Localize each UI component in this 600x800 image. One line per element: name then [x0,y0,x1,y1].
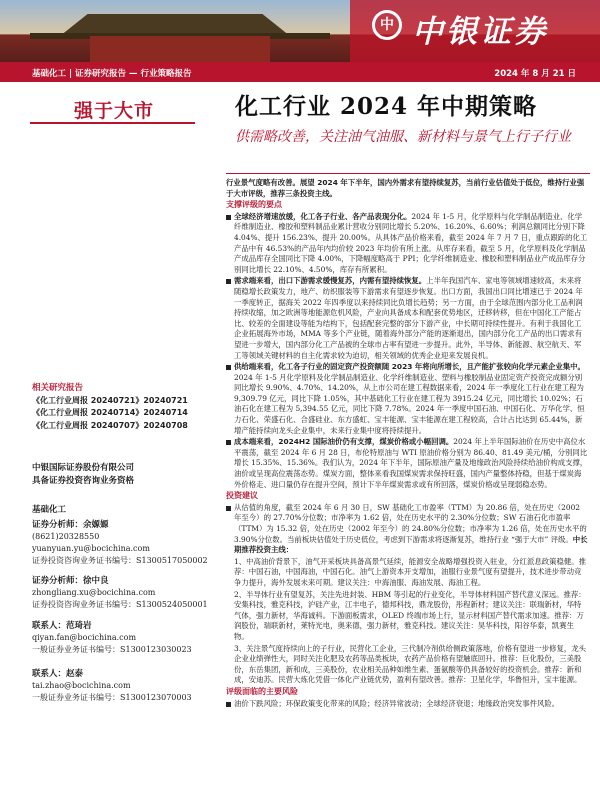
invest-intro: 从估值的角度，截至 2024 年 6 月 30 日，SW 基础化工市盈率（TTM）为 20.86 倍，处在历史（2002 年至今）的 27.70%分位数；市净率为 1.62 倍，处在历史水平的 2.30%分位数；SW 石油石化市盈率（TTM）为 15.32 倍，处在历史（2002 年至今）的 24.80%分位数；市净率为 1.26 倍，处在历史水平的 3.90%分位数。当前板块估值处于历史低位，考虑到下游需求将逐渐复苏，维持行业 “强于大市” 评级。中长期推荐投资主线： [226,503,588,556]
point-item: 需求端来看，出口下游需求缓慢复苏，内需有望持续恢复。上半年我国汽车、家电等领域增速较高，未来将随稳增长政策发力，地产、纺织服装等下游需求有望逐步恢复。出口方面，我国出口同比增速已于 2024 年一季度转正，据海关 2022 年四季度以来持续同比负增长趋势；另一方面，由于全球范围内部分化工品利润持续收缩，加之欧洲等地能源危机风险，产业向具备成本和配套优势地区，迁移转移，但在中国化工产能占比、较差的全面建设等能为结构下，包括配套完整的部分下游产业，中长期可持续性提升。有利于我国化工企业拓展海外市场，MMA 等多个产业链，随着海外部分产能的逐渐退出，国内部分化工产品的出口需求有望进一步增大，国内部分化工产品被的全球市占率有望进一步提升。此外，半导体、新能源、航空航天、军工等领域关键材料的自主化需求较为迫切，相关领域的优秀企业迎来发展良机。 [226,276,588,361]
company-name: 中银国际证券股份有限公司 [32,463,135,473]
company-qualification: 具备证券投资咨询业务资格 [32,476,135,486]
related-report-link[interactable]: 《化工行业周报 20240714》20240714 [32,408,188,417]
analyst-card [32,668,210,704]
company-info [32,462,204,488]
page-subtitle: 供需略改善，关注油气油服、新材料与景气上行子行业 [235,129,571,145]
brand-name: 中银证券 [412,14,548,50]
invest-item: 1、中高油价背景下，油气开采板块具备高景气延续，能源安全战略增强投资入驻业，分红派息政策稳健。推荐：中国石油，中国海油，中国石化。油气上游资本开支增加，油服行业景气度有望提升，技术进步带动竞争力提升，海外发展未来可期。建议关注：中海油服、海油发展、海油工程。 [234,556,587,587]
related-heading: 相关研究报告 [32,383,84,393]
analyst-card [32,575,210,611]
point-item: 供给端来看，化工各子行业的固定资产投资额随 2023 年将向所增长，且产能扩张较向化学元素企业集中。2024 年 1-5 月化学原料及化学制品制造业、化学纤维制造业、塑料与橡胶制品业固定资产投资完成额分别同比增长 9.90%、4.70%、14.20%，从上市公司在建工程数据来看，2024 年一季度化工行业在建工程为 9,309.79 亿元，同比下降 1.05%，其中基础化工行业在建工程为 3915.24 亿元，同比增长 10.02%；石油石化在建工程为 5,394.55 亿元，同比下降 7.78%。2024 年一季度中国石油、中国石化、万华化学、恒力石化、荣盛石化、合盛硅业、东方盛虹、宝丰能源、宝丰能源在建工程较高，合计占比达到 65.44%，新增产能持续向龙头企业集中，未来行业集中度将持续提升。 [226,362,588,436]
analyst-name: 联系人：范琦岩 [32,621,92,631]
risk-item: 油价下跌风险；环保政策变化带来的风险；经济异常波动；全球经济衰退；地缘政治突发事件风险。 [226,699,588,710]
related-report-link[interactable]: 《化工行业周报 20240721》20240721 [32,395,188,405]
analyst-email[interactable]: yuanyuan.yu@bocichina.com [32,544,150,553]
analyst-email[interactable]: zhongliang.xu@bocichina.com [32,588,156,597]
analyst-license: 一般证券业务证书编号：S1300123070003 [32,693,192,702]
analyst-name: 证券分析师：徐中良 [32,576,109,586]
main-body [226,178,588,710]
section-heading-risk: 评级面临的主要风险 [226,686,298,696]
brand-block [350,0,600,62]
divider [226,173,590,174]
analyst-license: 证券投资咨询业务证书编号：S1300517050002 [32,556,208,565]
analyst-license: 一般证券业务证书编号：S1300123030023 [32,645,192,654]
invest-item: 3、关注景气度持续向上的子行业，民营化工企业，三代制冷剂供给侧政策落地，价格有望进一步修复，龙头企业业绩弹性大，同时关注化肥及农药等品类板块，农药产品价格有望触底回升。推荐：巨化股份，三美股份，东岳集团，新和成，三美股份，农业相关品种如维生素、蛋氨酸等仍具备较好的投资机会。推荐：新和成，安迪苏。民营大炼化凭借一体化产业链优势，盈利有望改善。推荐：卫星化学，华鲁恒升，宝丰能源。 [234,643,587,685]
invest-item: 2、半导体行业有望复苏，关注先进封装、HBM 等引起的行业变化，半导体材料国产替代意义深远。推荐：安集科技，雅克科技，沪硅产业，江丰电子，德邦科技，鼎龙股份，彤程新材；建议关注：联瑞新材，华特气体，强力新材，华海诚科。下游面板需求，OLED 终端市场上行，显示材料国产替代需求加速。推荐：万润股份，瑞联新材，莱特光电，奥来德，强力新材，雅克科技。建议关注：昊华科技，阳谷华泰，凯赛生物。 [234,589,586,641]
analyst-email[interactable]: tai.zhao@bocichina.com [32,681,131,690]
analyst-card [32,620,210,656]
analyst-card [32,519,210,567]
point-item: 全球经济增速放缓，化工各子行业、各产品表现分化。2024 年 1-5 月，化学原料与化学制品制造业、化学纤维制造业、橡胶和塑料制品业累计营收分别同比增长 5.20%、16.20%、6.60%；利润总额同比分别下降 4.04%、提升 156.23%、提升 20.00%。从具体产品价格来看，截至 2024 年 7 月 7 日，重点跟踪的化工产品中有 46.53%的产品年内均价较 2023 年均价有所上涨。从库存来看，截至 5 月，化学原料及化学制品产成品库存全国同比下降 4.00%，下降幅度略高于 PPI；化学纤维制造业、橡胶和塑料制品业产成品库存分别同比增长 22.10%、4.50%，库存有所累积。 [226,212,588,276]
report-type-bar [0,62,600,82]
analyst-email[interactable]: qiyan.fan@bocichina.com [32,633,137,642]
section-heading-points: 支撑评级的要点 [226,200,282,210]
analyst-phone: (8621)20328550 [32,532,100,541]
rating-label: 强于大市 [74,100,155,122]
report-date: 2024 年 8 月 21 日 [494,69,576,79]
related-reports [32,382,202,432]
header-banner [0,0,600,62]
point-item: 成本端来看，2024H2 国际油价仍有支撑，煤炭价格或小幅回调。2024 年上半年国际油价在历史中高位水平震荡，截至 2024 年 6 月 28 日，布伦特原油与 WTI 原油价格分别为 86.40、81.49 美元/桶，分别同比增长 15.35%、15.36%。我们认为，2024 年下半年，国际原油产量及地缘政治风险持续给油价构成支撑，油价或呈现高位震荡态势。煤炭方面，整体来看我国煤炭需求保持旺盛，国内产量整体持稳，但基于煤炭海外价格走、进口量仍存在提升空间，预计下半年煤炭需求或有所回落，煤炭价格或呈现弱稳态势。 [226,437,588,490]
sector-label: 基础化工 [32,505,67,515]
analyst-name: 证券分析师：余嫄嫄 [32,520,109,530]
section-heading-invest: 投资建议 [226,491,258,501]
analyst-license: 证券投资咨询业务证书编号：S1300524050001 [32,600,208,609]
report-category: 基础化工 | 证券研究报告 — 行业策略报告 [32,69,192,79]
analyst-name: 联系人：赵泰 [32,669,84,679]
palace-wall-image [90,36,270,62]
related-report-link[interactable]: 《化工行业周报 20240707》20240708 [32,420,188,430]
summary: 行业景气度略有改善。展望 2024 年下半年，国内外需求有望持续复苏，当前行业估值处于低位，维持行业强于大市评级，推荐三条投资主线。 [226,178,585,198]
divider [30,122,195,124]
page-title: 化工行业 2024 年中期策略 [235,93,538,120]
boc-logo-icon: 中 [372,10,402,40]
